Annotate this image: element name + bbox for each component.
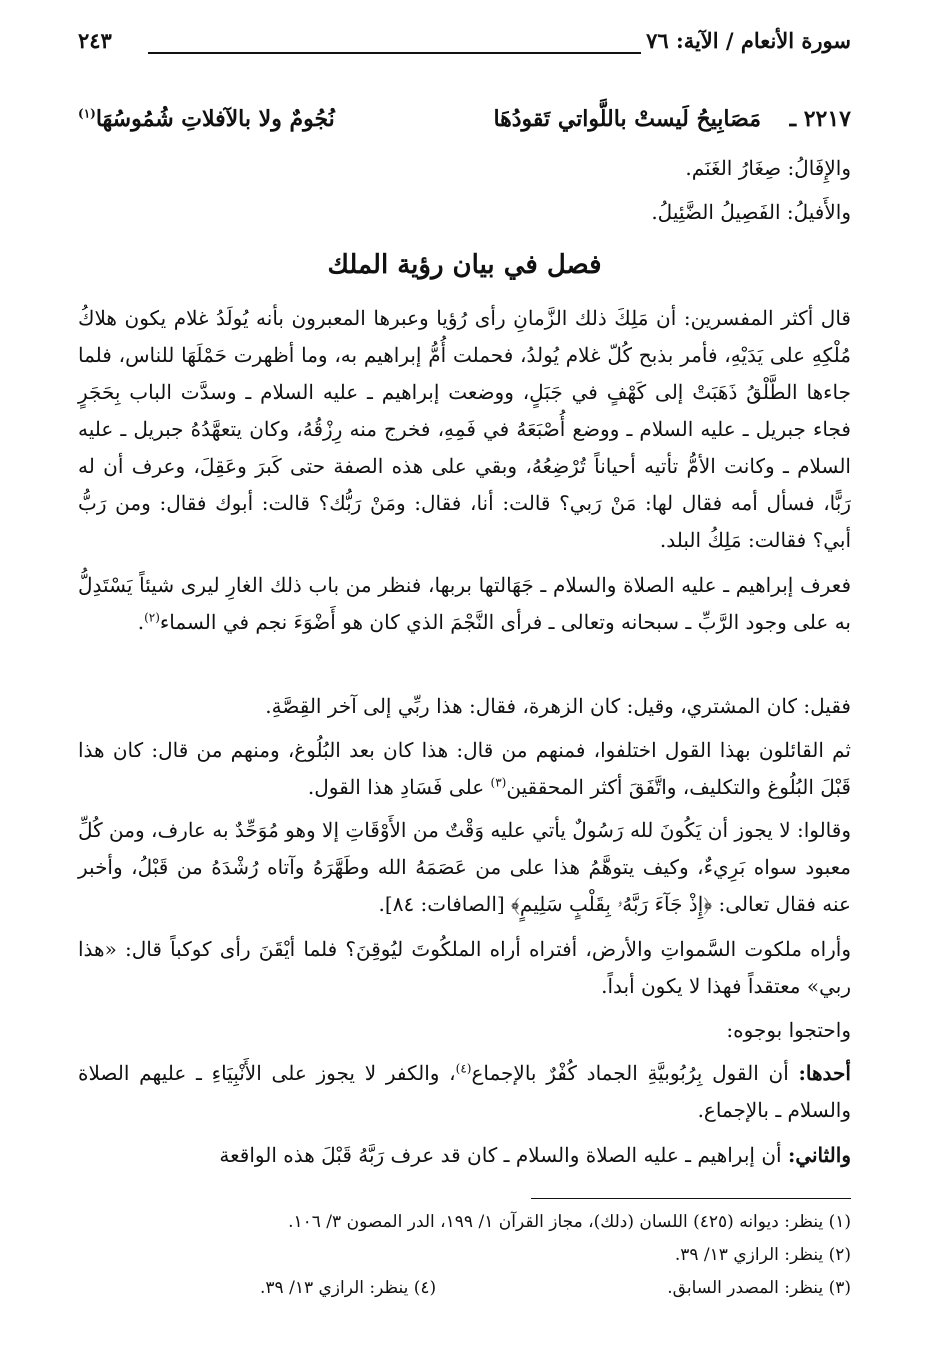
page-number: ٢٤٣ [78,28,112,53]
paragraph [78,732,851,806]
page-header [78,28,851,62]
paragraph: وقالوا: لا يجوز أن يَكُونَ لله رَسُولٌ يأتي عليه وَقْتٌ من الأَوْقَاتِ إلا وهو مُوَحِّدٌ به عارف، ومن كُلِّ معبود سواه بَرِيءٌ، وكيف يتوهَّمُ هذا على من عَصَمَهُ الله وطَهَّرَهُ وآتاه رُشْدَهُ من قَبْلُ، وأخبر عنه فقال تعالى: ﴿إِذْ جَآءَ رَبَّهُۥ بِقَلْبٍ سَلِيمٍ﴾ [الصافات: ٨٤]. [78,818,851,916]
footnote: (١) ينظر: ديوانه (٤٢٥) اللسان (دلك)، مجاز القرآن ١/ ١٩٩، الدر المصون ٣/ ١٠٦. [288,1212,851,1232]
footnote-ref: (٤) [455,1061,472,1076]
paragraph-tail: ، والكفر لا يجوز على الأَنْبِيَاءِ ـ عليهم الصلاة والسلام ـ بالإجماع. [78,1061,851,1122]
footnote: (٢) ينظر: الرازي ١٣/ ٣٩. [674,1245,851,1265]
paragraph: واحتجوا بوجوه: [726,1018,851,1042]
poetry-verse [78,102,851,140]
paragraph-text: أن القول بِرُبُوبيَّةِ الجماد كُفْرٌ بالإجماع [471,1061,799,1085]
paragraph-tail: . [137,610,145,634]
paragraph: فقيل: كان المشتري، وقيل: كان الزهرة، فقال: هذا ربِّي إلى آخر القِصَّةِ. [265,694,851,718]
footnote-ref: (١) [78,106,96,121]
paragraph [78,1055,851,1129]
paragraph-text: فعرف إبراهيم ـ عليه الصلاة والسلام ـ جَهَالتها بربها، فنظر من باب ذلك الغارِ ليرى شيئاً يَسْتَدِلُّ به على وجود الرَّبِّ ـ سبحانه وتعالى ـ فرأى النَّجْمَ الذي كان هو أَضْوَءَ نجم في السماء [78,573,851,634]
paragraph-label: أحدها: [798,1061,851,1085]
section-title: فصل في بيان رؤية الملك [327,250,602,280]
gloss-line: والأَفيلُ: الفَصِيلُ الضَّئِيلُ. [651,200,851,224]
verse-second-text: نُجُومٌ ولا بالآفلاتِ شُمُوسُهَا [95,106,335,132]
paragraph [78,567,851,641]
paragraph: قال أكثر المفسرين: أن مَلِكَ ذلك الزَّمانِ رأى رُؤيا وعبرها المعبرون بأنه يُولَدُ غلام يكون هلاكُ مُلْكِهِ على يَدَيْهِ، فأمر بذبح كُلّ غلام يُولدُ، فحملت أُمُّ إبراهيم به، وما أظهرت حَمْلَهَا للناس، فلما جاءها الطَّلْقُ ذَهَبَتْ إلى كَهْفٍ في جَبَلٍ، ووضعت إبراهيم ـ عليه السلام ـ وسدَّت الباب بِحَجَرٍ فجاء جبريل ـ عليه السلام ـ ووضع أُصْبَعَهُ في فَمِهِ، فخرج منه رِزْقُهُ، وكان يتعهَّدُهُ جبريل ـ عليه السلام ـ وكانت الأمُّ تأتيه أحياناً تُرْضِعُهُ، وبقي على هذه الصفة حتى كَبرَ وعَقِلَ، وعرف أن له رَبًّا، فسأل أمه فقال لها: مَنْ رَبي؟ قالت: أنا، فقال: ومَنْ رَبُّك؟ قالت: أبوك فقال: ومن رَبُّ أبي؟ فقالت: مَلِكُ البلد. [78,306,851,552]
paragraph-tail: على فَسَادِ هذا القول. [307,775,491,799]
verse-second-hemistich [78,106,335,132]
paragraph: وأراه ملكوت السَّمواتِ والأرض، أفتراه أراه الملكُوتَ ليُوقِنَ؟ فلما أيْقَنَ رأى كوكباً قال: «هذا ربي» معتقداً فهذا لا يكون أبداً. [78,937,851,998]
verse-first-hemistich: مَصَابِيحُ لَيستْ باللَّواتي تَقودُهَا [493,106,761,132]
footnote-ref: (٢) [144,610,160,625]
footnote-divider [531,1198,851,1199]
footnote: (٣) ينظر: المصدر السابق. [667,1278,851,1298]
paragraph [78,1137,851,1174]
paragraph-text: ثم القائلون بهذا القول اختلفوا، فمنهم من قال: هذا كان بعد البُلُوغ، ومنهم من قال: كان هذا قَبْلَ البُلُوغ والتكليف، واتَّفَقَ أكثر المحققين [78,738,851,799]
footnote: (٤) ينظر: الرازي ١٣/ ٣٩. [260,1278,437,1298]
footnote-ref: (٣) [490,775,507,790]
paragraph-label: والثاني: [787,1143,851,1167]
paragraph-text: أن إبراهيم ـ عليه الصلاة والسلام ـ كان قد عرف رَبَّهُ قَبْلَ هذه الواقعة [219,1143,788,1167]
verse-number: ٢٢١٧ ـ [789,106,851,132]
gloss-line: والإِفَالُ: صِغَارُ الغَنَم. [685,156,851,180]
header-rule [148,52,641,54]
running-title: سورة الأنعام / الآية: ٧٦ [646,28,851,53]
